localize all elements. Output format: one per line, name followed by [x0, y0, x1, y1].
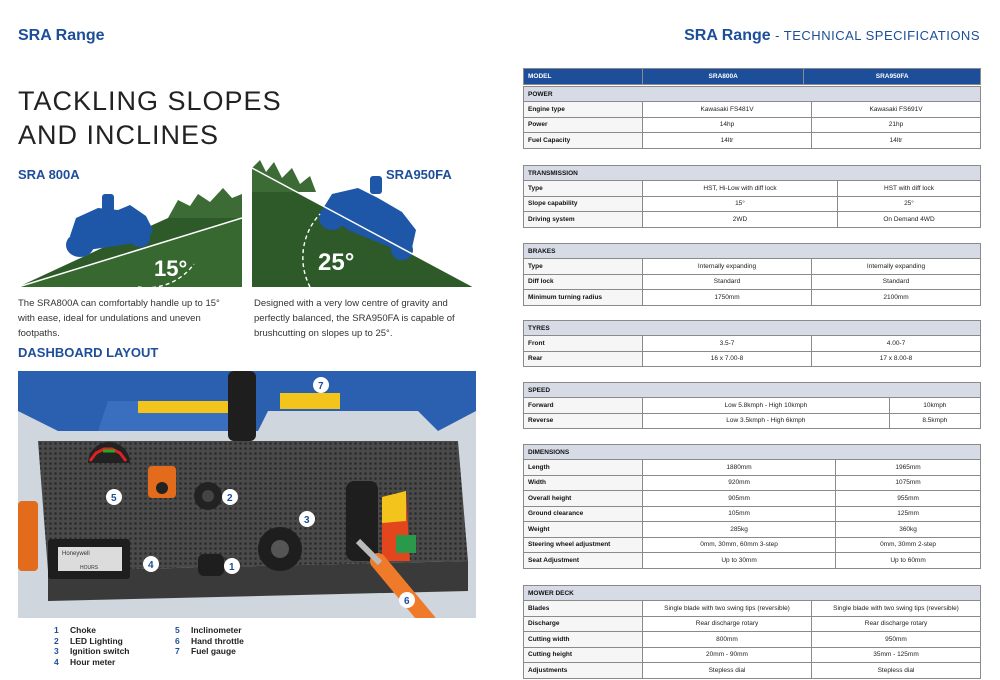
spec-value-sra800a: 15°: [643, 196, 838, 212]
spec-label: Forward: [524, 398, 643, 414]
legend-label: Inclinometer: [191, 625, 242, 635]
legend-number: 2: [54, 635, 59, 646]
spec-value-sra800a: 2WD: [643, 212, 838, 228]
spec-value-sra950fa: 14ltr: [812, 133, 981, 149]
spec-header-table: [523, 68, 981, 85]
headline-line-2: AND INCLINES: [18, 120, 220, 150]
section-title: MOWER DECK: [524, 586, 981, 601]
table-row: [524, 663, 981, 679]
legend-item: [175, 636, 244, 647]
spec-section-mower-deck: [523, 585, 981, 679]
page-headline: [18, 84, 338, 152]
callout-1: 1: [229, 562, 235, 573]
section-header-row: [524, 321, 981, 336]
legend-label: Ignition switch: [70, 646, 130, 657]
brand-right-subtitle: - TECHNICAL SPECIFICATIONS: [775, 28, 980, 43]
slope-illustration-25: [252, 158, 474, 288]
table-row: [524, 522, 981, 538]
column-sra950fa: SRA950FA: [804, 69, 981, 85]
spec-label: Minimum turning radius: [524, 290, 643, 306]
spec-section-transmission: [523, 165, 981, 228]
table-row: [524, 506, 981, 522]
spec-value-sra950fa: 360kg: [836, 522, 981, 538]
spec-value-sra950fa: 4.00-7: [812, 336, 981, 352]
table-row: [524, 475, 981, 491]
spec-value-sra800a: 920mm: [643, 475, 836, 491]
section-title: TRANSMISSION: [524, 166, 981, 181]
section-header-row: [524, 383, 981, 398]
spec-value-sra800a: Standard: [643, 274, 812, 290]
table-row: [524, 553, 981, 569]
spec-value-sra800a: 14hp: [643, 117, 812, 133]
legend-label: Hour meter: [70, 657, 116, 668]
spec-label: Driving system: [524, 212, 643, 228]
spec-label: Power: [524, 117, 643, 133]
table-row: [524, 632, 981, 648]
spec-value-sra950fa: 955mm: [836, 491, 981, 507]
section-title: POWER: [524, 87, 981, 102]
table-row: [524, 102, 981, 118]
spec-label: Ground clearance: [524, 506, 643, 522]
dashboard-title: DASHBOARD LAYOUT: [18, 345, 159, 360]
spec-label: Type: [524, 259, 643, 275]
table-row: [524, 274, 981, 290]
spec-label: Discharge: [524, 616, 643, 632]
spec-section-tyres: [523, 320, 981, 367]
legend-item: [54, 646, 130, 657]
table-row: [524, 601, 981, 617]
spec-section-power: [523, 86, 981, 149]
spec-label: Seat Adjustment: [524, 553, 643, 569]
spec-value-sra800a: 20mm - 90mm: [643, 647, 812, 663]
model-2-description: Designed with a very low centre of gravity and perfectly balanced, the SRA950FA is capable of brushcutting on slopes up to 25°.: [254, 298, 455, 339]
section-title: DIMENSIONS: [524, 445, 981, 460]
spec-label: Steering wheel adjustment: [524, 537, 643, 553]
table-row: [524, 290, 981, 306]
spec-label: Length: [524, 460, 643, 476]
column-model: MODEL: [524, 69, 643, 85]
table-row: [524, 196, 981, 212]
dashboard-photo: [18, 371, 476, 618]
spec-value-sra950fa: 950mm: [812, 632, 981, 648]
spec-section-brakes: [523, 243, 981, 306]
spec-value-sra800a: 0mm, 30mm, 60mm 3-step: [643, 537, 836, 553]
table-row: [524, 491, 981, 507]
section-header-row: [524, 166, 981, 181]
legend-item: [54, 625, 130, 636]
spec-value-sra800a: 800mm: [643, 632, 812, 648]
spec-value-sra950fa: 2100mm: [812, 290, 981, 306]
spec-label: Rear: [524, 351, 643, 367]
table-row: [524, 647, 981, 663]
section-title: TYRES: [524, 321, 981, 336]
table-row: [524, 212, 981, 228]
spec-label: Engine type: [524, 102, 643, 118]
spec-value-sra950fa: 125mm: [836, 506, 981, 522]
spec-value-sra800a: Stepless dial: [643, 663, 812, 679]
spec-value-sra800a: 285kg: [643, 522, 836, 538]
model-1-description: The SRA800A can comfortably handle up to 15° with ease, ideal for undulations and uneven footpaths.: [18, 298, 220, 339]
spec-value-sra950fa: On Demand 4WD: [837, 212, 980, 228]
spec-value-sra950fa: Stepless dial: [812, 663, 981, 679]
spec-value-sra800a: 1750mm: [643, 290, 812, 306]
legend-label: Choke: [70, 625, 96, 635]
spec-section-dimensions: [523, 444, 981, 569]
legend-label: Hand throttle: [191, 635, 244, 646]
spec-value-sra800a: 3.5-7: [643, 336, 812, 352]
spec-value-sra800a: 1880mm: [643, 460, 836, 476]
spec-section-speed: [523, 382, 981, 429]
spec-value-sra800a: Low 5.8kmph - High 10kmph: [643, 398, 890, 414]
callout-7: 7: [318, 381, 324, 392]
table-row: [524, 181, 981, 197]
legend-item: [54, 657, 130, 668]
spec-value-sra800a: 14ltr: [643, 133, 812, 149]
spec-value-sra950fa: Rear discharge rotary: [812, 616, 981, 632]
spec-value-sra800a: Rear discharge rotary: [643, 616, 812, 632]
legend-item: [175, 625, 244, 636]
spec-value-sra800a: 105mm: [643, 506, 836, 522]
spec-value-sra800a: Single blade with two swing tips (reversible): [643, 601, 812, 617]
spec-value-sra950fa: 8.5kmph: [889, 413, 980, 429]
callout-3: 3: [304, 515, 310, 526]
spec-label: Diff lock: [524, 274, 643, 290]
section-title: SPEED: [524, 383, 981, 398]
table-row: [524, 413, 981, 429]
table-row: [524, 616, 981, 632]
legend-number: 1: [54, 625, 59, 635]
table-row: [524, 133, 981, 149]
section-header-row: [524, 445, 981, 460]
spec-value-sra800a: Up to 30mm: [643, 553, 836, 569]
model-2-name: SRA950FA: [386, 167, 452, 182]
spec-label: Fuel Capacity: [524, 133, 643, 149]
spec-value-sra950fa: 1075mm: [836, 475, 981, 491]
spec-label: Slope capability: [524, 196, 643, 212]
legend-number: 3: [54, 646, 59, 657]
legend-label: Fuel gauge: [191, 646, 236, 657]
spec-value-sra950fa: Standard: [812, 274, 981, 290]
callout-4: 4: [148, 560, 154, 571]
legend-number: 5: [175, 625, 180, 635]
hour-meter-unit: HOURS: [80, 565, 99, 571]
table-row: [524, 460, 981, 476]
spec-value-sra950fa: Up to 60mm: [836, 553, 981, 569]
spec-value-sra950fa: Kawasaki FS691V: [812, 102, 981, 118]
spec-value-sra800a: HST, Hi-Low with diff lock: [643, 181, 838, 197]
legend-number: 7: [175, 646, 180, 657]
spec-label: Blades: [524, 601, 643, 617]
spec-label: Width: [524, 475, 643, 491]
spec-value-sra800a: 905mm: [643, 491, 836, 507]
legend-number: 6: [175, 635, 180, 646]
hour-meter-brand: Honeywell: [62, 551, 90, 557]
brand-right-name: SRA Range: [684, 27, 771, 44]
spec-value-sra950fa: 35mm - 125mm: [812, 647, 981, 663]
table-row: [524, 336, 981, 352]
legend-item: [54, 636, 130, 647]
dashboard-legend-right: [175, 625, 244, 657]
dashboard-legend-left: [54, 625, 130, 668]
legend-item: [175, 646, 244, 657]
spec-value-sra950fa: HST with diff lock: [837, 181, 980, 197]
spec-label: Reverse: [524, 413, 643, 429]
model-1-name: SRA 800A: [18, 167, 80, 182]
legend-label: LED Lighting: [70, 635, 123, 646]
callout-5: 5: [111, 493, 117, 504]
spec-value-sra950fa: 1965mm: [836, 460, 981, 476]
spec-label: Front: [524, 336, 643, 352]
spec-value-sra950fa: 25°: [837, 196, 980, 212]
column-sra800a: SRA800A: [643, 69, 804, 85]
spec-label: Cutting width: [524, 632, 643, 648]
spec-value-sra950fa: 21hp: [812, 117, 981, 133]
spec-value-sra800a: Low 3.5kmph - High 6kmph: [643, 413, 890, 429]
slope-angle-1: 15°: [154, 256, 188, 281]
spec-label: Overall height: [524, 491, 643, 507]
callout-6: 6: [404, 596, 410, 607]
spec-value-sra950fa: 0mm, 30mm 2-step: [836, 537, 981, 553]
spec-value-sra950fa: 10kmph: [889, 398, 980, 414]
spec-value-sra950fa: Single blade with two swing tips (reversible): [812, 601, 981, 617]
spec-value-sra800a: 16 x 7.00-8: [643, 351, 812, 367]
headline-line-1: TACKLING SLOPES: [18, 86, 282, 116]
slope-angle-2: 25°: [318, 249, 355, 276]
slope-illustration-15: [18, 158, 242, 288]
section-header-row: [524, 87, 981, 102]
spec-label: Cutting height: [524, 647, 643, 663]
brand-title-right: [684, 27, 980, 45]
callout-2: 2: [227, 493, 233, 504]
table-row: [524, 351, 981, 367]
table-row: [524, 117, 981, 133]
spec-column-header-row: [524, 69, 981, 85]
section-title: BRAKES: [524, 244, 981, 259]
spec-label: Weight: [524, 522, 643, 538]
spec-label: Type: [524, 181, 643, 197]
table-row: [524, 259, 981, 275]
spec-value-sra800a: Internally expanding: [643, 259, 812, 275]
table-row: [524, 398, 981, 414]
section-header-row: [524, 244, 981, 259]
section-header-row: [524, 586, 981, 601]
spec-value-sra800a: Kawasaki FS481V: [643, 102, 812, 118]
brand-title-left: SRA Range: [18, 27, 105, 44]
spec-value-sra950fa: Internally expanding: [812, 259, 981, 275]
spec-value-sra950fa: 17 x 8.00-8: [812, 351, 981, 367]
table-row: [524, 537, 981, 553]
legend-number: 4: [54, 657, 59, 668]
spec-label: Adjustments: [524, 663, 643, 679]
